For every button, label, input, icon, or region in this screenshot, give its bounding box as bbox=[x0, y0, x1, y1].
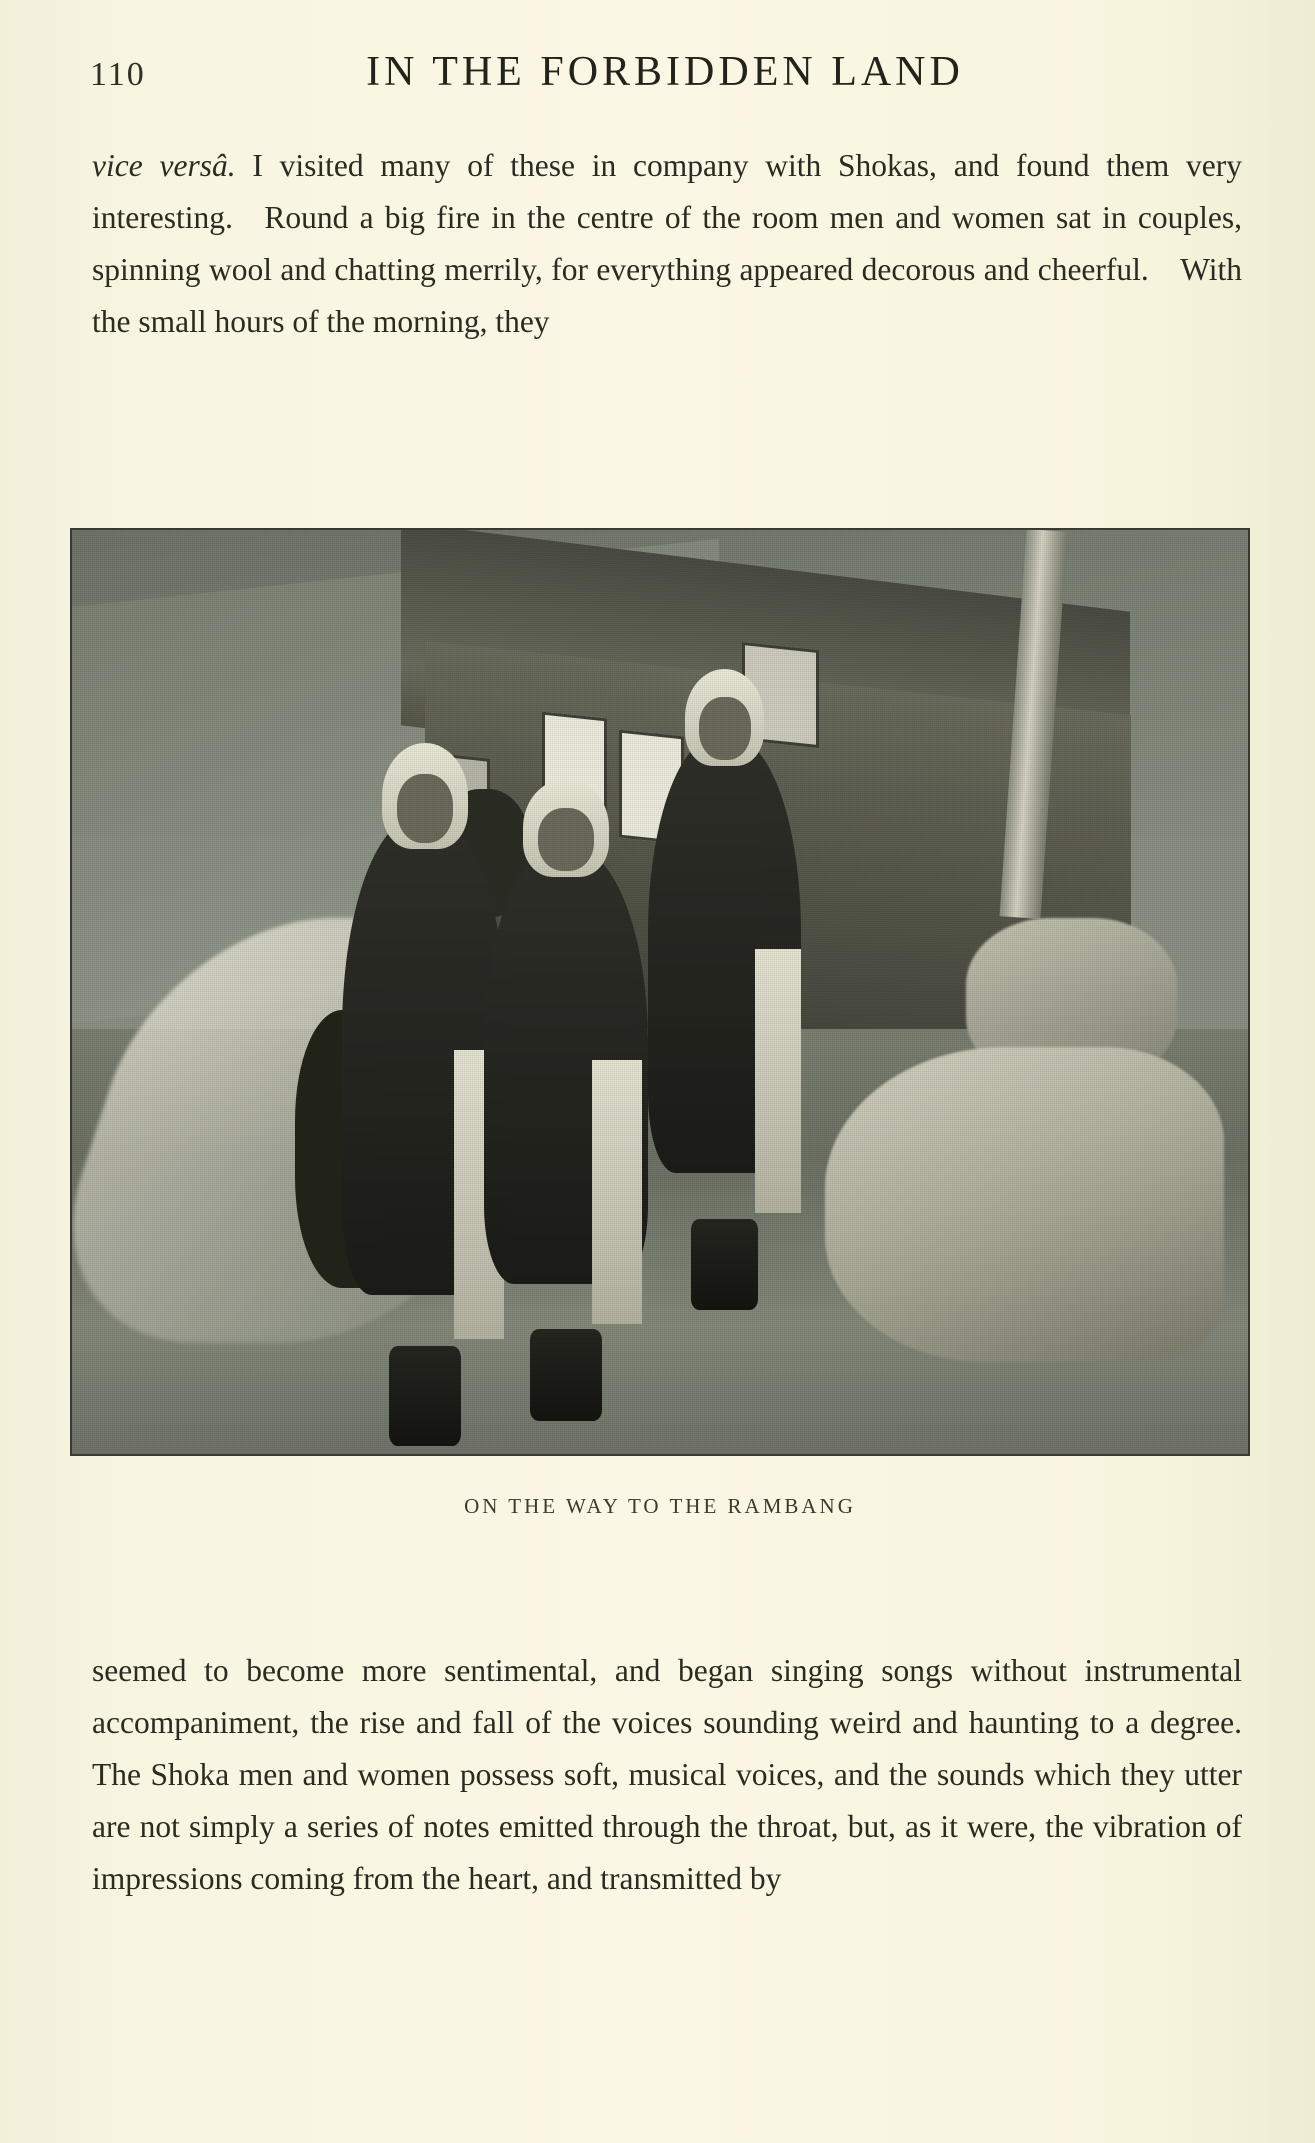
paragraph-bottom-text: seemed to become more sentimental, and began singing songs without instrumental accompaniment, the rise and fall of the voices sounding weird and haunting to a degree. The Shoka men and women possess soft, musical voices, and the sounds which they utter are not simply a series of notes emitted through the throat, but, as it were, the vibration of impressions coming from the heart, and transmitted by bbox=[92, 1653, 1242, 1896]
photo-figure-face bbox=[699, 697, 751, 760]
photo-figure-legs bbox=[389, 1346, 461, 1447]
photo-rock-large bbox=[825, 1047, 1225, 1361]
photo-woman-right bbox=[648, 669, 801, 1242]
page-number: 110 bbox=[90, 56, 146, 93]
photo-figure-face bbox=[397, 774, 453, 843]
paragraph-top-rest: I visited many of these in company with Shokas, and found them very interesting. Round a big fire in the centre of the room men and women sat in couples, spinning wool and chatting merrily, for everything appeared decorous and cheerful. With the small hours of the morning, they bbox=[92, 148, 1242, 339]
photo-figure-legs bbox=[691, 1219, 758, 1311]
figure-caption: ON THE WAY TO THE RAMBANG bbox=[464, 1494, 856, 1518]
page-header bbox=[90, 48, 1230, 108]
photo-woman-centre bbox=[484, 779, 649, 1352]
photo-figure-legs bbox=[530, 1329, 602, 1421]
photo-figure-shawl bbox=[592, 1060, 641, 1324]
paragraph-bottom bbox=[92, 1645, 1242, 1905]
photo-figure-shawl bbox=[755, 949, 801, 1213]
running-head: IN THE FORBIDDEN LAND bbox=[366, 49, 964, 95]
figure-image bbox=[70, 528, 1250, 1456]
photo-figure-face bbox=[538, 808, 594, 871]
figure bbox=[70, 528, 1250, 1519]
photo-woman-left bbox=[342, 743, 507, 1371]
italic-phrase: vice versâ. bbox=[92, 148, 236, 183]
paragraph-top bbox=[92, 140, 1242, 348]
